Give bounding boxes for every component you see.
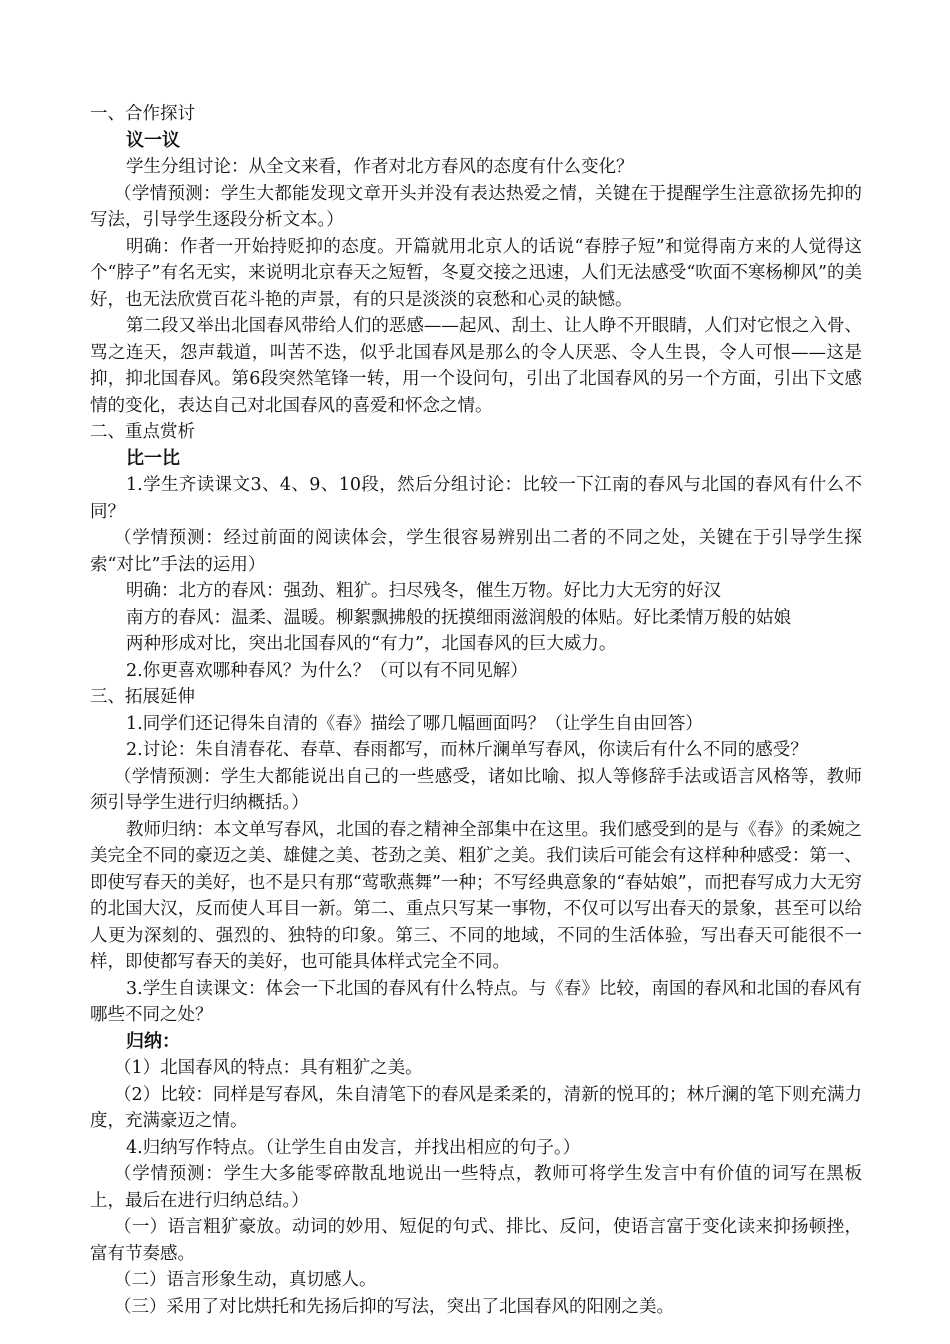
subheading-summary: 归纳：: [126, 1030, 180, 1052]
paragraph: 两种形成对比，突出北国春风的“有力”，北国春风的巨大威力。: [126, 634, 617, 654]
paragraph: 2.讨论：朱自清春花、春草、春雨都写，而林斤澜单写春风，你读后有什么不同的感受？: [126, 740, 808, 760]
paragraph: 1.同学们还记得朱自清的《春》描绘了哪几幅画面吗？（让学生自由回答）: [126, 713, 703, 734]
paragraph: （学情预测：学生大多能零碎散乱地说出一些特点，教师可将学生发言中有价值的词写在黑板上，最后在进行归纳总结。）: [90, 1164, 862, 1211]
paragraph: 明确：作者一开始持贬抑的态度。开篇就用北京人的话说“春脖子短”和觉得南方来的人觉得这个“脖子”有名无实，来说明北京春天之短暂，冬夏交接之迅速，人们无法感受“吹面不寒杨柳风”的美好，也无法欣赏百花斗艳的声景，有的只是淡淡的哀愁和心灵的缺憾。: [90, 236, 862, 310]
paragraph: （一）语言粗犷豪放。动词的妙用、短促的句式、排比、反问，使语言富于变化读来抑扬顿挫，富有节奏感。: [90, 1217, 862, 1264]
paragraph: （学情预测：经过前面的阅读体会，学生很容易辨别出二者的不同之处，关键在于引导学生探索“对比”手法的运用）: [90, 528, 862, 575]
paragraph: 教师归纳：本文单写春风，北国的春之精神全部集中在这里。我们感受到的是与《春》的柔婉之美完全不同的豪迈之美、雄健之美、苍劲之美、粗犷之美。我们读后可能会有这样种种感受：第一、即使写春天的美好，也不是只有那“莺歌燕舞”一种；不写经典意象的“春姑娘”，而把春写成力大无穷的北国大汉，反而使人耳目一新。第二、重点只写某一事物，不仅可以写出春天的景象，甚至可以给人更为深刻的、强烈的、独特的印象。第三、不同的地域，不同的生活体验，写出春天可能很不一样，即使都写春天的美好，也可能具体样式完全不同。: [90, 819, 862, 972]
paragraph: 南方的春风：温柔、温暖。柳絮飘拂般的抚摸细雨滋润般的体贴。好比柔情万般的姑娘: [126, 607, 791, 628]
subheading-discuss: 议一议: [126, 129, 180, 151]
section-heading-1: 一、合作探讨: [90, 104, 195, 124]
paragraph: （1）北国春风的特点：具有粗犷之美。: [114, 1058, 423, 1078]
section-heading-3: 三、拓展延伸: [90, 687, 195, 707]
paragraph: 4.归纳写作特点。（让学生自由发言，并找出相应的句子。）: [126, 1137, 581, 1158]
section-heading-2: 二、重点赏析: [90, 422, 195, 442]
document-body: [90, 101, 862, 1320]
paragraph: 明确：北方的春风：强劲、粗犷。扫尽残冬，催生万物。好比力大无穷的好汉: [126, 581, 721, 601]
paragraph: （三）采用了对比烘托和先扬后抑的写法，突出了北国春风的阳刚之美。: [114, 1296, 674, 1317]
paragraph: 第二段又举出北国春风带给人们的恶感——起风、刮土、让人睁不开眼睛，人们对它恨之入骨、骂之连天，怨声载道，叫苦不迭，似乎北国春风是那么的令人厌恶、令人生畏，令人可恨——这是抑，抑北国春风。第6段突然笔锋一转，用一个设问句，引出了北国春风的另一个方面，引出下文感情的变化，表达自己对北国春风的喜爱和怀念之情。: [90, 316, 862, 416]
paragraph: 学生分组讨论：从全文来看，作者对北方春风的态度有什么变化？: [126, 157, 634, 177]
paragraph: （学情预测：学生大都能发现文章开头并没有表达热爱之情，关键在于提醒学生注意欲扬先抑的写法，引导学生逐段分析文本。）: [90, 183, 862, 230]
subheading-compare: 比一比: [126, 447, 180, 469]
paragraph: 3.学生自读课文：体会一下北国的春风有什么特点。与《春》比较，南国的春风和北国的春风有哪些不同之处？: [90, 978, 862, 1025]
paragraph: （学情预测：学生大都能说出自己的一些感受，诸如比喻、拟人等修辞手法或语言风格等，教师须引导学生进行归纳概括。）: [90, 766, 862, 813]
paragraph: 2.你更喜欢哪种春风？为什么？（可以有不同见解）: [126, 660, 528, 681]
paragraph: 1.学生齐读课文3、4、9、10段，然后分组讨论：比较一下江南的春风与北国的春风有什么不同？: [90, 475, 862, 522]
paragraph: （二）语言形象生动，真切感人。: [114, 1270, 377, 1290]
paragraph: （2）比较：同样是写春风，朱自清笔下的春风是柔柔的，清新的悦耳的；林斤澜的笔下则充满力度，充满豪迈之情。: [90, 1084, 862, 1131]
